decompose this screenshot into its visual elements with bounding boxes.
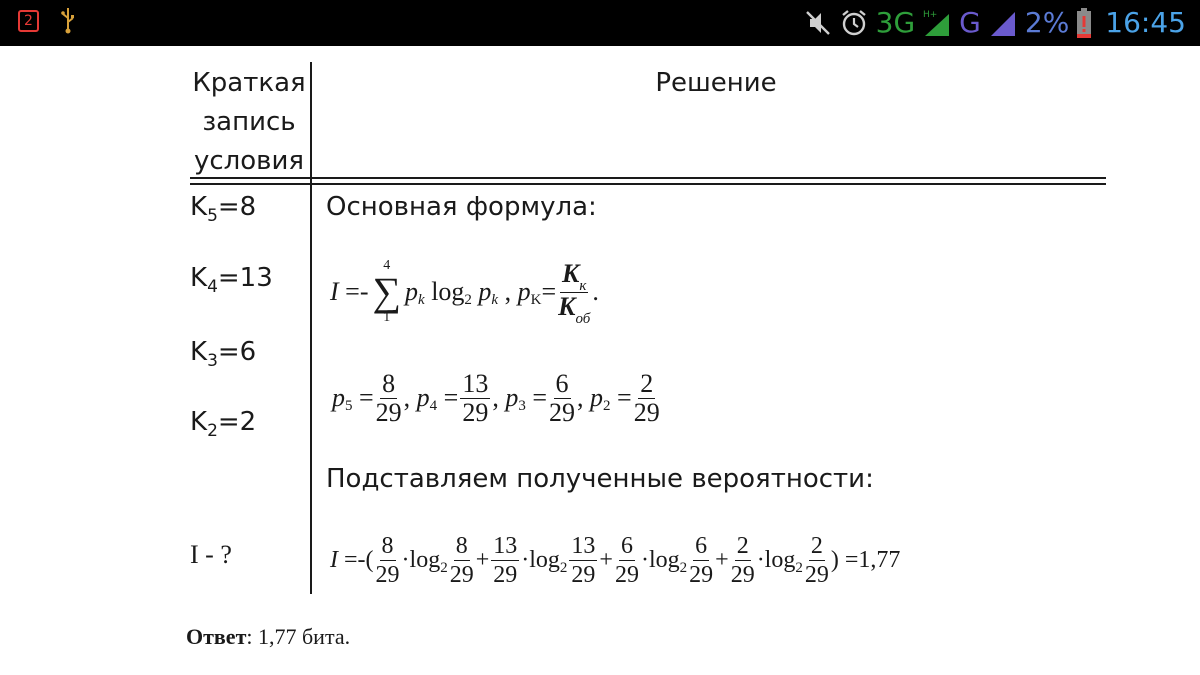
main-formula-label: Основная формула: xyxy=(326,192,597,222)
given-k3: $K_3=6$ xyxy=(190,337,257,372)
notification-count-icon[interactable]: 2 xyxy=(18,10,39,32)
given-unknown: I - ? xyxy=(190,540,232,569)
probabilities-line: p 5 = $\frac{8}{29}$ , p 4 = $\frac{13}{29}$ , p 3 = $\frac{6}{29}$ , p 2 = $\frac{2}{29}$ xyxy=(332,368,660,427)
network-hplus-badge: H+ xyxy=(923,10,938,20)
given-header-line-2: запись xyxy=(202,107,296,137)
mute-icon xyxy=(804,9,832,37)
final-computation: I =-( $\frac{8}{29}$ ·log 2 $\frac{8}{29}$ + $\frac{13}{29}$ ·log 2 $\frac{13}{29}$ + $\frac{6}{29}$ ·log 2 $\frac{6}{29}$ + $\frac{2}{29}$ ·log 2 $\frac{2}{29}$ ) =1,77 xyxy=(330,532,901,588)
given-header-line-1: Краткая xyxy=(192,68,306,98)
formula-lhs: I xyxy=(330,277,339,306)
network-3g-label: 3G xyxy=(875,6,916,39)
substitute-label: Подставляем полученные вероятности: xyxy=(326,464,874,494)
usb-debug-icon xyxy=(61,8,75,34)
signal-strength-2-icon xyxy=(989,9,1017,37)
sum-symbol: 4 ∑ 1 xyxy=(372,258,402,325)
alarm-clock-icon xyxy=(840,9,868,37)
signal-strength-icon xyxy=(923,9,951,37)
solution-header: Решение xyxy=(655,68,777,98)
given-header-line-3: условия xyxy=(193,146,305,176)
given-k5: $K_5=8$ xyxy=(190,192,257,227)
table-divider-horizontal-1 xyxy=(190,177,1106,179)
given-k4: $K_4=13$ xyxy=(190,263,273,298)
battery-low-icon xyxy=(1077,8,1091,38)
answer-text: : 1,77 бита. xyxy=(246,624,351,649)
formula-eq: =- xyxy=(345,277,369,306)
table-divider-horizontal-2 xyxy=(190,183,1106,185)
answer-label: Ответ xyxy=(186,624,247,649)
clock-time: 16:45 xyxy=(1105,6,1186,39)
answer-line xyxy=(186,622,350,652)
status-bar xyxy=(0,0,1200,46)
network-g-label: G xyxy=(959,6,981,39)
formula-k-ratio: $\frac{K_к}{K_{об}}$ xyxy=(558,258,591,327)
entropy-formula: I =- 4 ∑ 1 p k log 2 p k , p K = $\frac{K_к}{K_{об}}$ . xyxy=(330,258,599,327)
given-k2: $K_2=2$ xyxy=(190,407,257,442)
table-divider-vertical xyxy=(310,62,312,594)
given-header xyxy=(188,64,310,181)
battery-percent: 2% xyxy=(1024,6,1070,39)
